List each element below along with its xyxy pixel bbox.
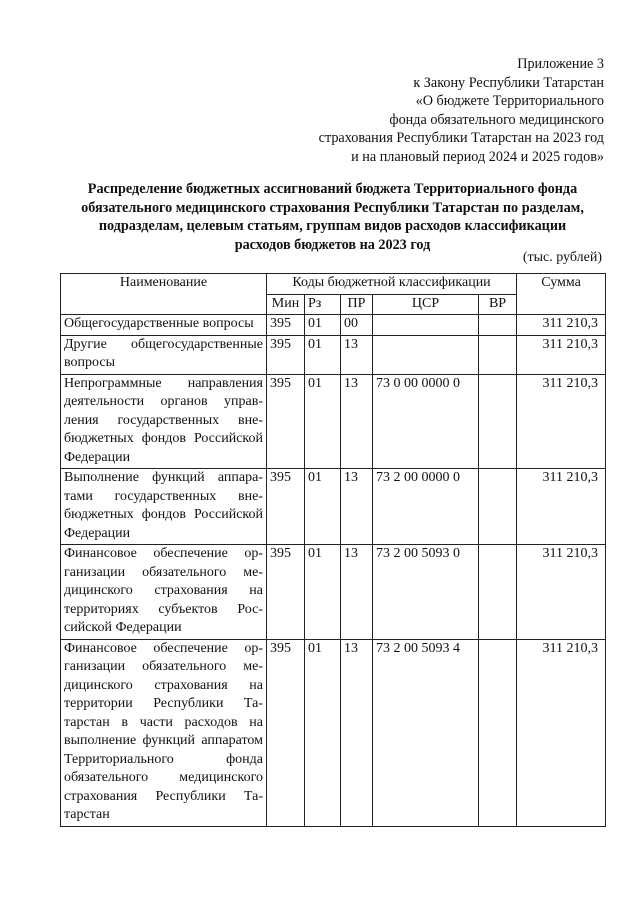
- row-pr: 13: [341, 335, 373, 374]
- row-vr: [479, 374, 517, 469]
- row-vr: [479, 315, 517, 336]
- row-pr: 00: [341, 315, 373, 336]
- row-vr: [479, 469, 517, 545]
- row-vr: [479, 639, 517, 826]
- row-csr: 73 0 00 0000 0: [373, 374, 479, 469]
- appendix-line: к Закону Республики Татарстан: [413, 74, 604, 91]
- header-row: [61, 274, 606, 295]
- budget-table: [60, 273, 606, 827]
- title-line: Распределение бюджетных ассигнований бюджета Территориального фонда: [87, 181, 578, 197]
- title-line: обязательного медицинского страхования Республики Татарстан по разделам,: [81, 199, 584, 216]
- appendix-line: «О бюджете Территориального: [415, 93, 604, 110]
- header-min: Мин: [267, 294, 305, 315]
- appendix-line: страхования Республики Татарстан на 2023 год: [318, 130, 604, 147]
- row-sum: 311 210,3: [517, 374, 606, 469]
- units-note: (тыс. рублей): [522, 250, 602, 265]
- table-row: [61, 469, 606, 545]
- row-name: Общегосударственные вопросы: [61, 315, 267, 336]
- row-pr: 13: [341, 374, 373, 469]
- document-title: [60, 180, 605, 254]
- row-sum: 311 210,3: [517, 315, 606, 336]
- table-row: [61, 335, 606, 374]
- row-pr: 13: [341, 469, 373, 545]
- row-name: Выполнение функций аппаратами государственных внебюджетных фондов Российской Федерации: [61, 469, 267, 545]
- row-rz: 01: [305, 315, 341, 336]
- row-rz: 01: [305, 374, 341, 469]
- row-csr: [373, 315, 479, 336]
- row-vr: [479, 335, 517, 374]
- header-sum: Сумма: [517, 274, 606, 315]
- row-rz: 01: [305, 335, 341, 374]
- table-row: [61, 545, 606, 640]
- row-rz: 01: [305, 469, 341, 545]
- appendix-note: [319, 55, 604, 167]
- row-pr: 13: [341, 545, 373, 640]
- row-min: 395: [267, 374, 305, 469]
- row-min: 395: [267, 545, 305, 640]
- row-sum: 311 210,3: [517, 335, 606, 374]
- row-rz: 01: [305, 639, 341, 826]
- appendix-line: фонда обязательного медицинского: [389, 111, 604, 128]
- row-csr: [373, 335, 479, 374]
- row-min: 395: [267, 469, 305, 545]
- row-sum: 311 210,3: [517, 639, 606, 826]
- row-sum: 311 210,3: [517, 545, 606, 640]
- header-name: Наименование: [61, 274, 267, 315]
- title-line: подразделам, целевым статьям, группам видов расходов классификации: [98, 218, 567, 235]
- appendix-line: и на плановый период 2024 и 2025 годов»: [351, 148, 604, 165]
- table-row: [61, 315, 606, 336]
- row-name: Финансовое обеспечение организации обязательного медицинского страхования на территории Республики Татарстан в части расходов на выполнение функций аппаратом Территориального фонда обязательного медицинского страхования Республики Татарстан: [61, 639, 267, 826]
- header-codes: Коды бюджетной классификации: [267, 274, 517, 295]
- row-min: 395: [267, 639, 305, 826]
- row-csr: 73 2 00 5093 4: [373, 639, 479, 826]
- title-line: расходов бюджетов на 2023 год: [234, 236, 431, 253]
- table-row: [61, 639, 606, 826]
- header-vr: ВР: [479, 294, 517, 315]
- row-csr: 73 2 00 5093 0: [373, 545, 479, 640]
- table-row: [61, 374, 606, 469]
- header-rz: Рз: [305, 294, 341, 315]
- header-pr: ПР: [341, 294, 373, 315]
- row-name: Финансовое обеспечение организации обязательного медицинского страхования на территориях субъектов Российской Федерации: [61, 545, 267, 640]
- row-sum: 311 210,3: [517, 469, 606, 545]
- row-vr: [479, 545, 517, 640]
- row-pr: 13: [341, 639, 373, 826]
- appendix-line: Приложение 3: [517, 56, 604, 72]
- row-name: Непрограммные направления деятельности органов управления государственных внебюджетных фондов Российской Федерации: [61, 374, 267, 469]
- row-min: 395: [267, 335, 305, 374]
- row-csr: 73 2 00 0000 0: [373, 469, 479, 545]
- row-name: Другие общегосударственные вопросы: [61, 335, 267, 374]
- row-min: 395: [267, 315, 305, 336]
- row-rz: 01: [305, 545, 341, 640]
- header-csr: ЦСР: [373, 294, 479, 315]
